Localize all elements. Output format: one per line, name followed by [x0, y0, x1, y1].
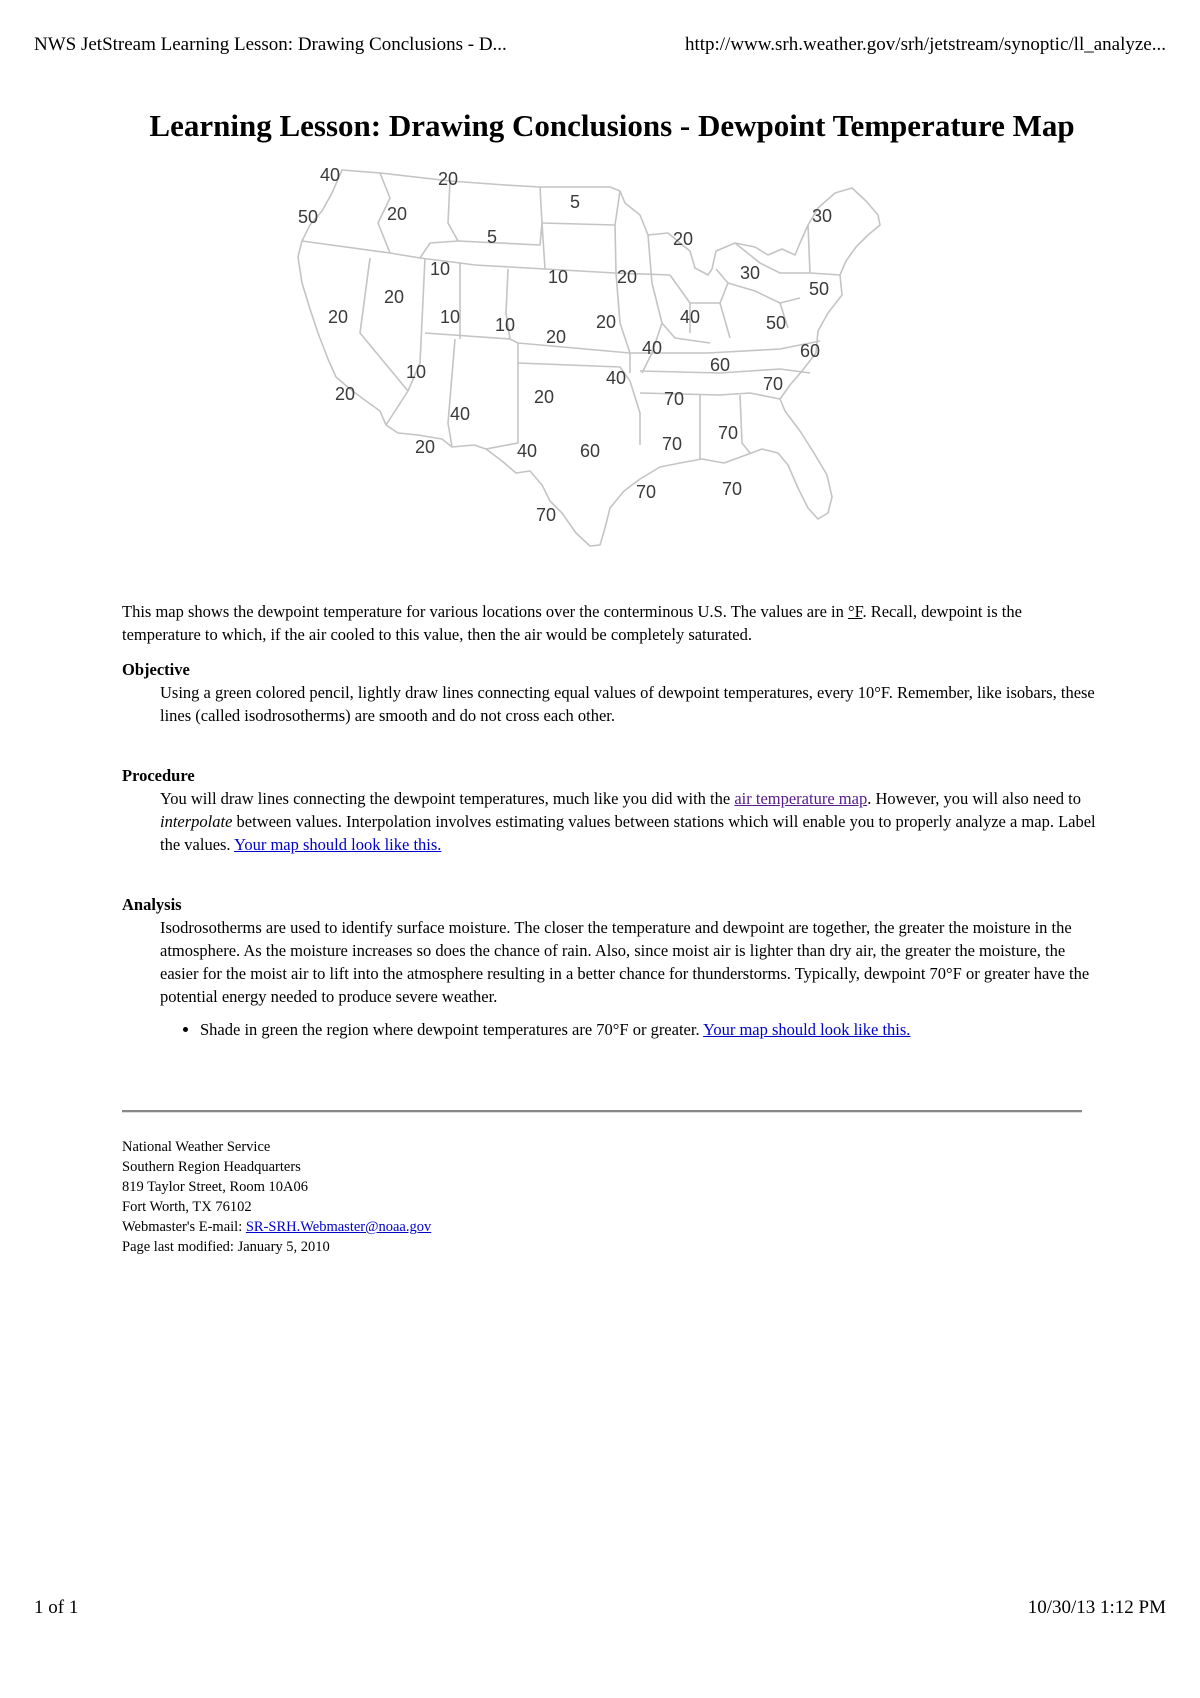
webmaster-email-link[interactable]: SR-SRH.Webmaster@noaa.gov [245, 1219, 432, 1235]
analysis-bullets [122, 1018, 1097, 1041]
map-label: 40 [642, 338, 663, 358]
objective-heading: Objective [122, 660, 190, 679]
map-label: 5 [570, 192, 581, 212]
map-label: 20 [546, 327, 567, 347]
analysis-result-link[interactable]: Your map should look like this. [703, 1020, 911, 1039]
map-label: 40 [320, 165, 341, 185]
map-label: 10 [495, 315, 516, 335]
page-count: 1 of 1 [34, 1597, 79, 1618]
map-label: 5 [487, 227, 498, 247]
divider [122, 1110, 1082, 1113]
procedure-body: You will draw lines connecting the dewpoint temperatures, much like you did with the air temperature map. However, you will also need to interpolate between values. Interpolation involves estimating values between stations which will enable you to properly analyze a map. Label the values. Your map should look like this. [160, 789, 1096, 854]
analysis-body: Isodrosotherms are used to identify surface moisture. The closer the temperature and dewpoint are together, the greater the moisture in the atmosphere. As the moisture increases so does the chance of rain. Also, since moist air is lighter than dry air, the greater the moisture, the easier for the moist air to lift into the atmosphere resulting in a better chance for thunderstorms. Typically, dewpoint 70°F or greater have the potential energy needed to produce severe weather. [160, 918, 1090, 1006]
map-label: 50 [766, 313, 787, 333]
map-label: 20 [596, 312, 617, 332]
map-label: 60 [710, 355, 731, 375]
map-label: 10 [440, 307, 461, 327]
map-label: 20 [415, 437, 436, 457]
print-datetime: 10/30/13 1:12 PM [1027, 1597, 1166, 1618]
map-label: 70 [536, 505, 557, 525]
page-title: Learning Lesson: Drawing Conclusions - Dewpoint Temperature Map [149, 108, 1075, 143]
air-temperature-map-link[interactable]: air temperature map [734, 789, 868, 808]
map-label: 20 [328, 307, 349, 327]
map-label: 10 [548, 267, 569, 287]
map-label: 20 [438, 169, 459, 189]
map-label: 70 [722, 479, 743, 499]
map-label: 70 [662, 434, 683, 454]
lesson-content [122, 600, 1097, 1041]
map-label: 10 [430, 259, 451, 279]
print-footer [34, 1597, 1166, 1619]
map-value-labels [298, 165, 832, 525]
map-label: 40 [680, 307, 701, 327]
map-label: 20 [617, 267, 638, 287]
procedure-heading: Procedure [122, 766, 195, 785]
map-label: 40 [517, 441, 538, 461]
print-header [34, 34, 1166, 56]
map-label: 70 [718, 423, 739, 443]
analysis-heading: Analysis [122, 895, 182, 914]
contact-address: National Weather Service Southern Region Headquarters 819 Taylor Street, Room 10A06 Fort Worth, TX 76102 Webmaster's E-mail: SR-SRH.Webmaster@noaa.gov Page last modified: January 5, 2010 [122, 1139, 432, 1255]
state-outlines [298, 170, 880, 546]
map-label: 20 [534, 387, 555, 407]
map-label: 20 [384, 287, 405, 307]
list-item: • Shade in green the region where dewpoint temperatures are 70°F or greater. Your map should look like this. [200, 1018, 1097, 1041]
map-label: 60 [800, 341, 821, 361]
map-label: 50 [809, 279, 830, 299]
print-page-title: NWS JetStream Learning Lesson: Drawing Conclusions - D... [34, 34, 507, 55]
map-label: 70 [664, 389, 685, 409]
map-label: 20 [387, 204, 408, 224]
map-label: 70 [636, 482, 657, 502]
last-modified: Page last modified: January 5, 2010 [122, 1239, 330, 1255]
map-label: 50 [298, 207, 319, 227]
map-label: 30 [812, 206, 833, 226]
map-label: 10 [406, 362, 427, 382]
us-map-svg [280, 163, 940, 563]
map-label: 60 [580, 441, 601, 461]
dewpoint-map [280, 163, 940, 563]
unit-link[interactable]: °F [847, 602, 863, 621]
print-url: http://www.srh.weather.gov/srh/jetstream/synoptic/ll_analyze... [684, 34, 1166, 55]
map-label: 20 [673, 229, 694, 249]
intro-paragraph: This map shows the dewpoint temperature for various locations over the conterminous U.S. The values are in °F. Recall, dewpoint is the temperature to which, if the air cooled to this value, then the air would be completely saturated. [122, 602, 1022, 644]
objective-body: Using a green colored pencil, lightly draw lines connecting equal values of dewpoint temperatures, every 10°F. Remember, like isobars, these lines (called isodrosotherms) are smooth and do not cross each other. [160, 683, 1095, 725]
map-label: 70 [763, 374, 784, 394]
map-label: 40 [606, 368, 627, 388]
map-label: 30 [740, 263, 761, 283]
map-label: 40 [450, 404, 471, 424]
map-label: 20 [335, 384, 356, 404]
procedure-result-link[interactable]: Your map should look like this. [234, 835, 442, 854]
